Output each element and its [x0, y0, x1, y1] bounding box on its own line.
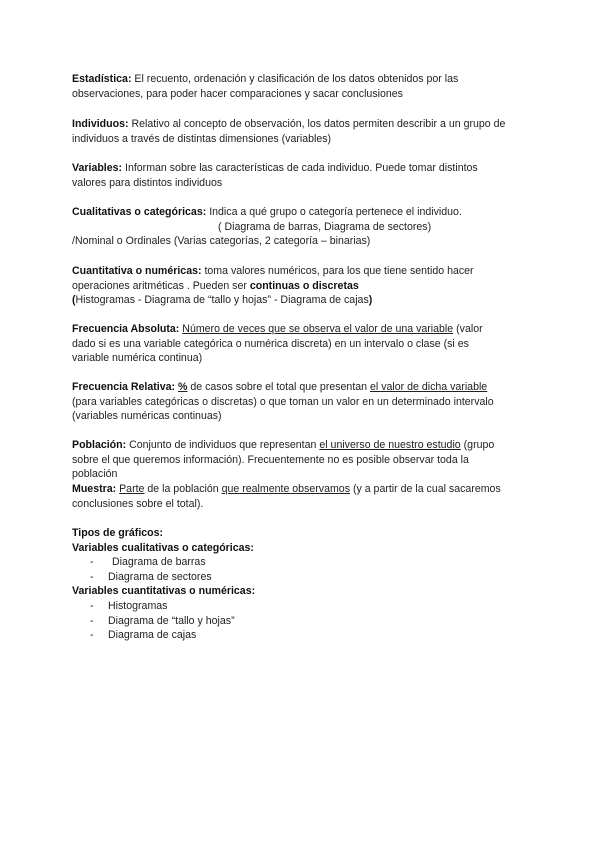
text: de casos sobre el total que presentan [190, 381, 368, 393]
list-item-text: Diagrama de “tallo y hojas” [108, 614, 235, 627]
text: operaciones aritméticas . Pueden ser [72, 279, 247, 292]
term: Frecuencia Relativa: [72, 381, 176, 393]
text: Indica a qué grupo o categoría pertenece el individuo. [209, 206, 462, 218]
underlined-text: Parte [119, 483, 145, 495]
text: población [72, 468, 118, 481]
text: (y a partir de la cual sacaremos [352, 483, 501, 495]
underlined-text: Número de veces que se observa el valor de una variable [182, 323, 454, 335]
list-item [72, 555, 542, 570]
term: Cuantitativa o numéricas: [72, 265, 202, 277]
list-item [72, 614, 542, 629]
text: Conjunto de individuos que representan [129, 439, 317, 451]
subsection-heading: Variables cuantitativas o numéricas: [72, 585, 256, 598]
quantitative-chart-list [72, 599, 542, 643]
definition-frecuencia-absoluta [72, 322, 542, 366]
definition-estadistica [72, 72, 542, 101]
emphasis: continuas o discretas [249, 279, 359, 292]
list-item-text: Diagrama de cajas [108, 629, 197, 642]
text: observaciones, para poder hacer comparaciones y sacar conclusiones [72, 87, 403, 100]
text: /Nominal o Ordinales (Varias categorías, 2 categoría – binarias) [72, 235, 371, 248]
list-item [72, 628, 542, 643]
text: conclusiones sobre el total). [72, 497, 204, 510]
text: valores para distintos individuos [72, 176, 223, 189]
list-item-text: Diagrama de sectores [108, 570, 212, 583]
text: variable numérica continua) [72, 352, 203, 365]
text: toma valores numéricos, para los que tiene sentido hacer [204, 265, 474, 277]
text: Informan sobre las características de cada individuo. Puede tomar distintos [125, 162, 478, 174]
list-item-text: Diagrama de barras [112, 556, 206, 569]
term: Variables: [72, 162, 123, 174]
text: (variables numéricas continuas) [72, 410, 222, 423]
term: Frecuencia Absoluta: [72, 323, 180, 335]
definition-variables [72, 161, 542, 190]
definition-frecuencia-relativa [72, 380, 542, 424]
text: sobre el que queremos información). Frecuentemente no es posible observar toda la [72, 453, 469, 466]
chart-types-section [72, 526, 542, 643]
text: dado si es una variable categórica o numérica discreta) en un intervalo o clase (si es [72, 337, 469, 350]
term: Muestra: [72, 483, 117, 495]
text: (para variables categóricas o discretas) o que toman un valor en un determinado intervalo [72, 395, 494, 408]
definition-cuantitativa [72, 264, 542, 308]
term: Cualitativas o categóricas: [72, 206, 207, 218]
definition-poblacion [72, 438, 542, 482]
underlined-text: % [178, 381, 188, 393]
section-heading: Tipos de gráficos: [72, 527, 164, 539]
underlined-text: el valor de dicha variable [370, 381, 488, 393]
text: El recuento, ordenación y clasificación de los datos obtenidos por las [134, 73, 459, 85]
text: de la población [147, 483, 219, 495]
text: individuos a través de distintas dimensiones (variables) [72, 132, 332, 145]
list-item [72, 599, 542, 614]
text: (valor [456, 323, 483, 335]
dash-bullet: - [90, 599, 94, 612]
list-item-text: Histogramas [108, 599, 168, 612]
text: (grupo [463, 439, 495, 451]
list-item [72, 570, 542, 585]
qualitative-chart-list [72, 555, 542, 584]
definition-cualitativas [72, 205, 542, 249]
underlined-text: el universo de nuestro estudio [319, 439, 461, 451]
subsection-heading: Variables cualitativas o categóricas: [72, 541, 254, 554]
definition-individuos [72, 117, 542, 146]
text: ( Diagrama de barras, Diagrama de sectores) [218, 220, 432, 233]
dash-bullet: - [90, 556, 94, 569]
dash-bullet: - [90, 570, 94, 583]
underlined-text: que realmente observamos [221, 483, 350, 495]
text: Relativo al concepto de observación, los datos permiten describir a un grupo de [131, 118, 506, 130]
paren: ( [72, 294, 76, 307]
term: Individuos: [72, 118, 129, 130]
paren: ) [368, 294, 373, 307]
definition-muestra [72, 482, 542, 511]
dash-bullet: - [90, 614, 94, 627]
term: Estadística: [72, 73, 132, 85]
text: Histogramas - Diagrama de “tallo y hojas” - Diagrama de cajas [75, 294, 369, 307]
term: Población: [72, 439, 127, 451]
dash-bullet: - [90, 629, 94, 642]
